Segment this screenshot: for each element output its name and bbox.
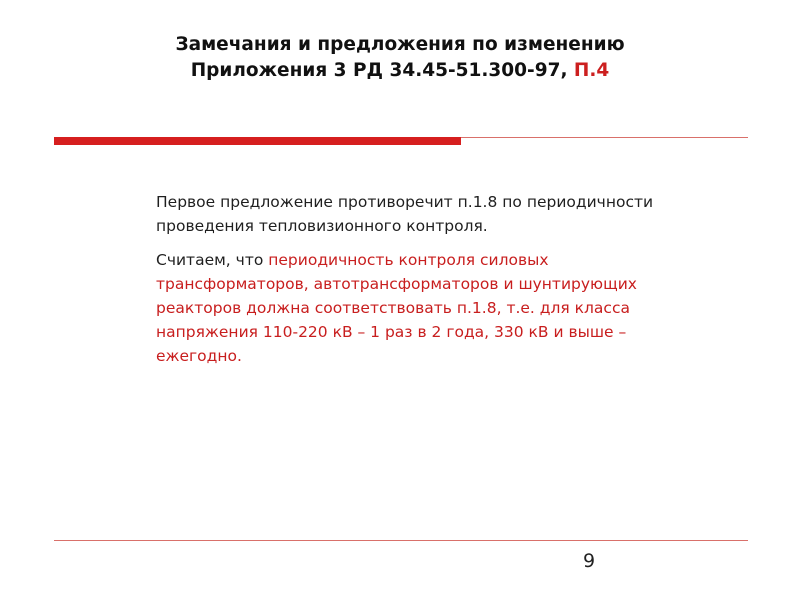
slide-body <box>156 190 676 378</box>
paragraph-opinion <box>156 248 676 368</box>
page-number: 9 <box>582 550 596 572</box>
paragraph-first-proposal: Первое предложение противоречит п.1.8 по периодичности проведения тепловизионного контроля. <box>156 193 654 235</box>
title-line-2 <box>60 58 740 84</box>
top-divider-thick <box>54 137 461 145</box>
title-accent-section: П.4 <box>573 60 610 81</box>
title-line-1: Замечания и предложения по изменению <box>175 34 625 55</box>
bottom-divider <box>54 540 748 541</box>
paragraph-opinion-lead: Считаем, что <box>156 251 269 269</box>
paragraph-opinion-highlight: периодичность контроля силовых трансформаторов, автотрансформаторов и шунтирующих реакторов должна соответствовать п.1.8, т.е. для класса напряжения 110-220 кВ – 1 раз в 2 года, 330 кВ и выше – ежегодно. <box>156 251 637 365</box>
title-line-2-text: Приложения 3 РД 34.45-51.300-97, <box>190 60 574 81</box>
slide-title <box>60 32 740 84</box>
